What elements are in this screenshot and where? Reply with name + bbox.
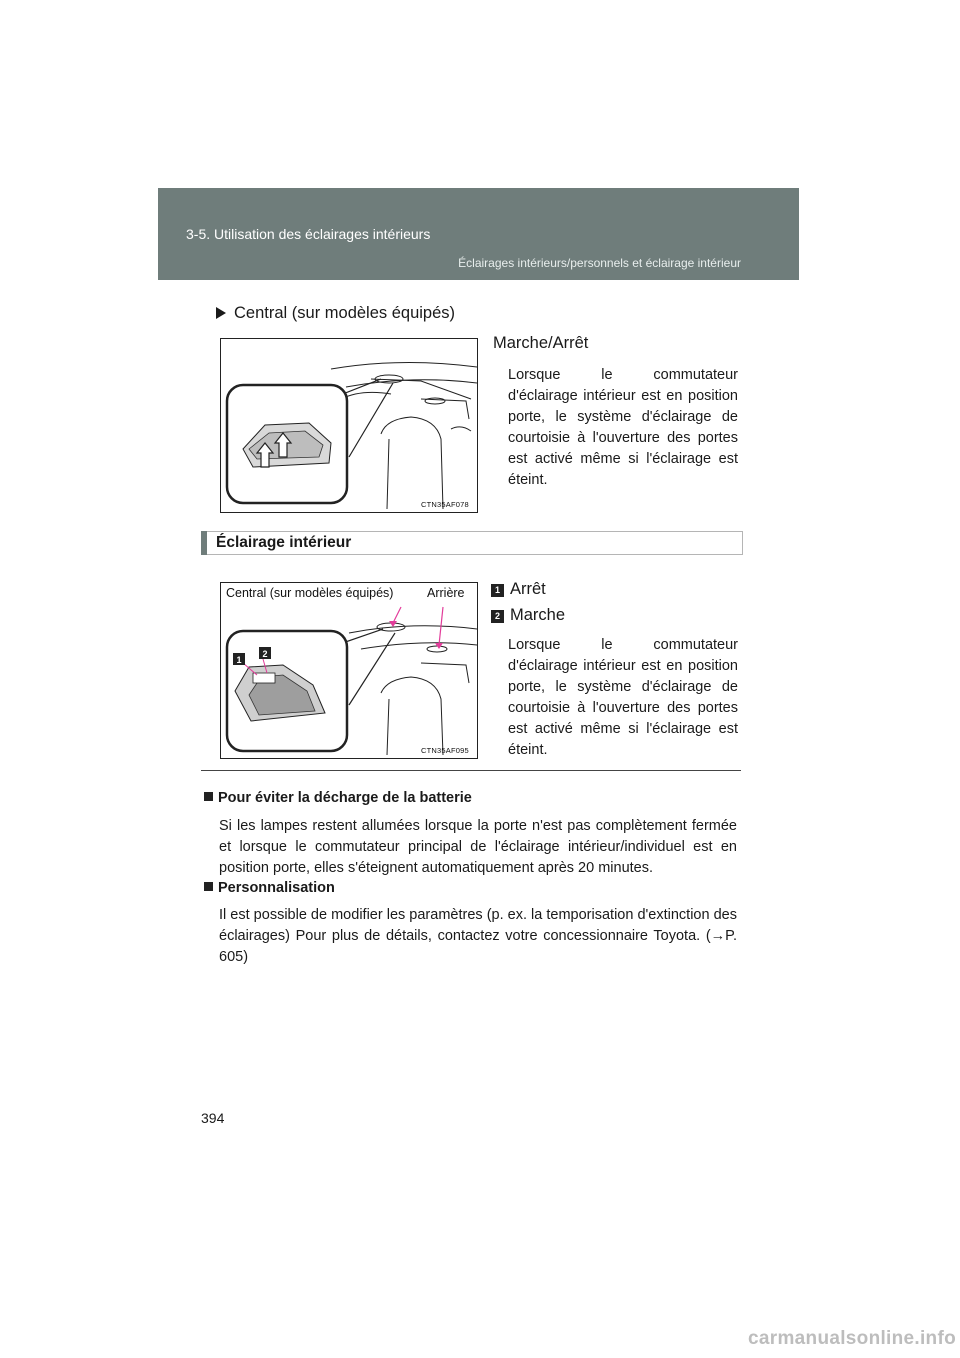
page-header bbox=[158, 188, 799, 280]
item-off bbox=[491, 580, 546, 599]
triangle-bullet-icon bbox=[216, 307, 226, 319]
section-heading-interior bbox=[201, 531, 743, 555]
central-block-title-text: Central (sur modèles équipés) bbox=[234, 304, 456, 322]
marker-2: 2 bbox=[262, 649, 268, 659]
car-interior-illustration bbox=[221, 339, 477, 512]
figure-label-rear: Arrière bbox=[427, 586, 465, 600]
section-title: 3-5. Utilisation des éclairages intérieurs bbox=[186, 226, 431, 242]
figure-code: CTN35AF078 bbox=[421, 500, 469, 509]
central-subheading: Marche/Arrêt bbox=[493, 334, 589, 352]
item-on bbox=[491, 606, 565, 625]
note-custom-title-text: Personnalisation bbox=[218, 880, 335, 896]
note-custom-title bbox=[204, 880, 335, 896]
note-battery-title bbox=[204, 790, 472, 806]
item-off-number: 1 bbox=[491, 584, 504, 597]
figure-code-2: CTN35AF095 bbox=[421, 746, 469, 755]
car-interior-illustration-2 bbox=[221, 583, 477, 758]
divider-rule bbox=[201, 770, 741, 771]
header-subtitle: Éclairages intérieurs/personnels et éclairage intérieur bbox=[458, 256, 741, 270]
figure-central-lamp bbox=[220, 338, 478, 513]
item-on-number: 2 bbox=[491, 610, 504, 623]
section-heading-text: Éclairage intérieur bbox=[216, 534, 352, 551]
item-on-label: Marche bbox=[510, 606, 566, 624]
marker-1: 1 bbox=[236, 655, 242, 665]
central-block-title bbox=[216, 304, 455, 323]
note-custom-body: Il est possible de modifier les paramètres (p. ex. la temporisation d'extinction des éclairages) Pour plus de détails, contactez votre concessionnaire Toyota. (→P. 605) bbox=[219, 907, 737, 965]
page-number: 394 bbox=[201, 1110, 225, 1126]
figure-interior-lamp bbox=[220, 582, 478, 759]
central-paragraph: Lorsque le commutateur d'éclairage intérieur est en position porte, le système d'éclairage de courtoisie à l'ouverture des portes est activé même si l'éclairage est éteint. bbox=[508, 367, 738, 488]
note-battery-title-text: Pour éviter la décharge de la batterie bbox=[218, 790, 472, 806]
note-battery-body: Si les lampes restent allumées lorsque la porte n'est pas complètement fermée et lorsque le commutateur principal de l'éclairage intérieur/individuel est en position porte, elles s'éteignent automatiquement après 20 minutes. bbox=[219, 818, 737, 876]
figure-label-central: Central (sur modèles équipés) bbox=[226, 586, 394, 600]
square-bullet-icon bbox=[204, 882, 213, 891]
section-heading-bar bbox=[201, 531, 207, 555]
item-off-label: Arrêt bbox=[510, 580, 546, 598]
interior-paragraph: Lorsque le commutateur d'éclairage intérieur est en position porte, le système d'éclairage de courtoisie à l'ouverture des portes est activé même si l'éclairage est éteint. bbox=[508, 637, 738, 758]
watermark: carmanualsonline.info bbox=[748, 1328, 956, 1349]
square-bullet-icon bbox=[204, 792, 213, 801]
